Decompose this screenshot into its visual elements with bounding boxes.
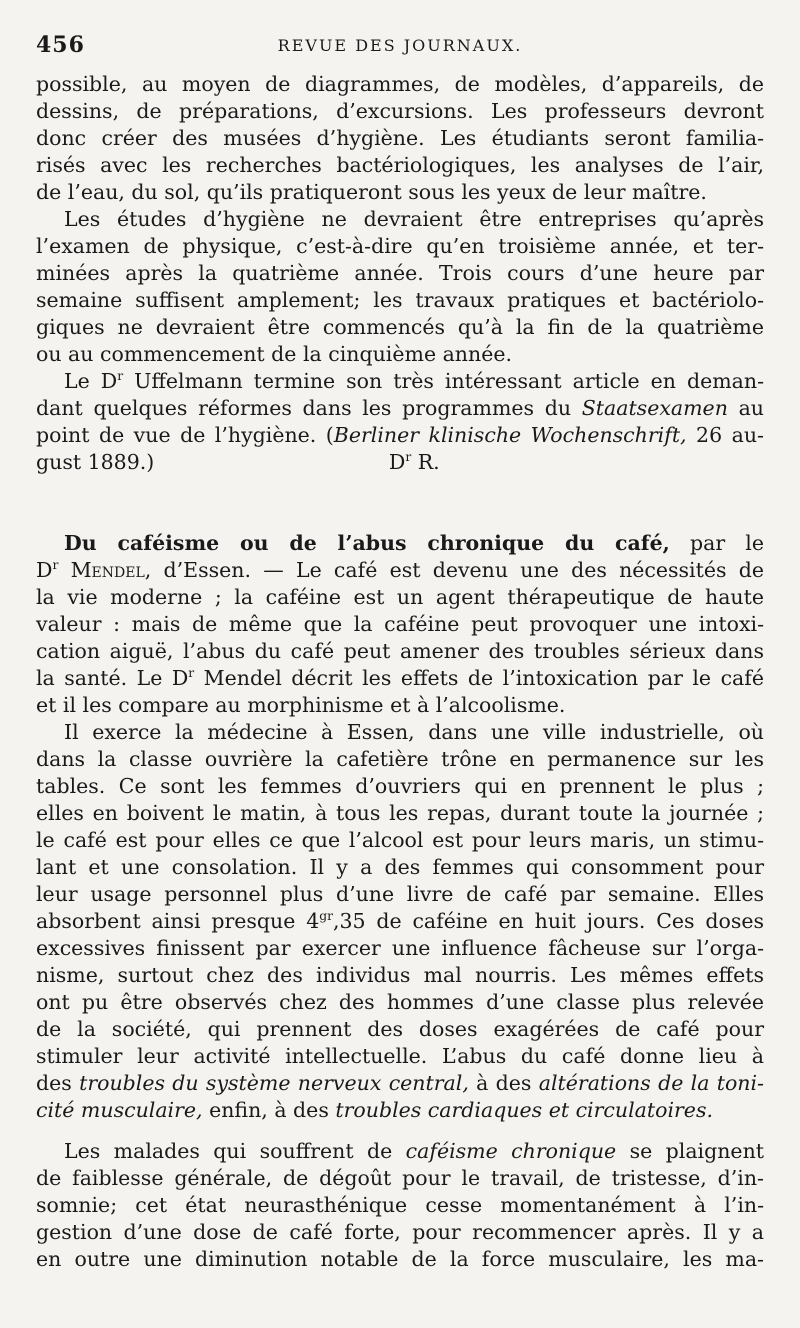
text-line: [36, 695, 764, 716]
text-line: [36, 263, 764, 284]
text-line: [36, 668, 764, 689]
text-line: [36, 1195, 764, 1216]
text-line: [36, 560, 764, 581]
text-segment: Du caféisme ou de l’abus chronique du café,: [64, 531, 670, 555]
text-segment: enfin, à des: [202, 1098, 336, 1122]
text-line: [36, 182, 764, 203]
text-line: [36, 776, 764, 797]
text-segment: cation aiguë, l’abus du café peut amener des troubles sérieux dans: [36, 639, 764, 663]
page-header: [36, 30, 764, 62]
text-line: [36, 398, 764, 419]
text-segment: dans la classe ouvrière la cafetière trône en permanence sur les: [36, 747, 764, 771]
text-line: [36, 155, 764, 176]
text-line: [36, 641, 764, 662]
text-segment: caféisme chronique: [405, 1139, 617, 1163]
text-segment: tables. Ce sont les femmes d’ouvriers qui en prennent le plus ;: [36, 774, 764, 798]
text-line: [36, 1046, 764, 1067]
text-segment: cité musculaire,: [36, 1098, 203, 1122]
text-line: [36, 803, 764, 824]
text-segment: l’examen de physique, c’est-à-dire qu’en troisième année, et ter-: [36, 234, 764, 258]
text-line: [36, 1100, 764, 1121]
text-segment: D: [36, 558, 53, 582]
text-segment: r: [52, 558, 59, 573]
text-line: [36, 74, 764, 95]
text-segment: risés avec les recherches bactériologiques, les analyses de l’air,: [36, 153, 764, 177]
text-line: [36, 884, 764, 905]
text-line: [36, 101, 764, 122]
text-line: [36, 317, 764, 338]
text-line: [64, 722, 764, 743]
text-segment: troubles cardiaques et circulatoires.: [335, 1098, 713, 1122]
text-segment: , d’Essen. — Le café est devenu une des nécessités de: [144, 558, 764, 582]
text-segment: stimuler leur activité intellectuelle. L’abus du café donne lieu à: [36, 1044, 764, 1068]
text-segment: r: [405, 450, 412, 465]
text-segment: valeur : mais de même que la caféine peut provoquer une intoxi-: [36, 612, 764, 636]
text-segment: Les études d’hygiène ne devraient être entreprises qu’après: [64, 207, 764, 231]
text-segment: par le: [669, 531, 764, 555]
text-segment: se plaignent: [616, 1139, 765, 1163]
text-line: [64, 209, 764, 230]
text-segment: Mendel: [70, 558, 145, 582]
text-line: [64, 371, 764, 392]
text-segment: de l’eau, du sol, qu’ils pratiqueront sous les yeux de leur maître.: [36, 180, 707, 204]
text-segment: donc créer des musées d’hygiène. Les étudiants seront familia-: [36, 126, 764, 150]
text-line: [36, 587, 764, 608]
text-line: [36, 128, 764, 149]
text-segment: r: [117, 369, 124, 384]
text-line: [36, 1168, 764, 1189]
text-line: [36, 992, 764, 1013]
text-segment: absorbent ainsi presque 4: [36, 909, 320, 933]
text-segment: somnie; cet état neurasthénique cesse momentanément à l’in-: [36, 1193, 764, 1217]
text-segment: [58, 558, 70, 582]
text-segment: ,35 de caféine en huit jours. Ces doses: [332, 909, 764, 933]
text-segment: ou au commencement de la cinquième année.: [36, 342, 512, 366]
page-number: 456: [36, 32, 85, 58]
text-line: [36, 452, 764, 473]
text-segment: dant quelques réformes dans les programmes du: [36, 396, 582, 420]
text-segment: de la société, qui prennent des doses exagérées de café pour: [36, 1017, 764, 1041]
text-line: [36, 236, 764, 257]
text-segment: en outre une diminution notable de la force musculaire, les ma-: [36, 1247, 764, 1271]
text-segment: Les malades qui souffrent de: [64, 1139, 406, 1163]
text-segment: possible, au moyen de diagrammes, de modèles, d’appareils, de: [36, 72, 764, 96]
text-line: [36, 1249, 764, 1270]
text-segment: elles en boivent le matin, à tous les repas, durant toute la journée ;: [36, 801, 764, 825]
text-segment: troubles du système nerveux central,: [79, 1071, 469, 1095]
text-segment: Berliner klinische Wochenschrift,: [333, 423, 687, 447]
text-segment: le café est pour elles ce que l’alcool est pour leurs maris, un stimu-: [36, 828, 764, 852]
text-segment: ont pu être observés chez des hommes d’une classe plus relevée: [36, 990, 764, 1014]
text-segment: giques ne devraient être commencés qu’à la fin de la quatrième: [36, 315, 764, 339]
text-segment: minées après la quatrième année. Trois cours d’une heure par: [36, 261, 764, 285]
text-line: [36, 965, 764, 986]
text-segment: dessins, de préparations, d’excursions. Les professeurs devront: [36, 99, 764, 123]
text-segment: Le D: [64, 369, 118, 393]
text-line: [36, 425, 764, 446]
text-segment: gust 1889.) D: [36, 450, 406, 474]
text-segment: 26 au-: [686, 423, 764, 447]
text-segment: au: [727, 396, 764, 420]
text-segment: semaine suffisent amplement; les travaux pratiques et bactériolo-: [36, 288, 764, 312]
text-line: [36, 1019, 764, 1040]
text-segment: Il exerce la médecine à Essen, dans une ville industrielle, où: [64, 720, 764, 744]
text-segment: excessives finissent par exercer une influence fâcheuse sur l’orga-: [36, 936, 764, 960]
text-segment: gr: [319, 909, 333, 924]
running-title: REVUE DES JOURNAUX.: [277, 36, 523, 55]
article-heading-line: [64, 533, 764, 554]
text-segment: lant et une consolation. Il y a des femmes qui consomment pour: [36, 855, 764, 879]
text-segment: Staatsexamen: [581, 396, 728, 420]
text-segment: Mendel décrit les effets de l’intoxication par le café: [194, 666, 764, 690]
text-line: [64, 1141, 764, 1162]
text-segment: leur usage personnel plus d’une livre de café par semaine. Elles: [36, 882, 764, 906]
text-segment: gestion d’une dose de café forte, pour recommencer après. Il y a: [36, 1220, 764, 1244]
text-line: [36, 1073, 764, 1094]
text-line: [36, 614, 764, 635]
text-segment: r: [188, 666, 195, 681]
text-segment: R.: [411, 450, 440, 474]
text-segment: Uffelmann termine son très intéressant article en deman-: [123, 369, 764, 393]
text-segment: nisme, surtout chez des individus mal nourris. Les mêmes effets: [36, 963, 764, 987]
text-segment: à des: [468, 1071, 539, 1095]
text-line: [36, 344, 764, 365]
text-line: [36, 830, 764, 851]
text-segment: des: [36, 1071, 80, 1095]
text-segment: de faiblesse générale, de dégoût pour le travail, de tristesse, d’in-: [36, 1166, 764, 1190]
text-line: [36, 938, 764, 959]
text-line: [36, 857, 764, 878]
text-line: [36, 749, 764, 770]
text-line: [36, 1222, 764, 1243]
text-line: [36, 911, 764, 932]
text-segment: la santé. Le D: [36, 666, 189, 690]
text-line: [36, 290, 764, 311]
text-segment: et il les compare au morphinisme et à l’alcoolisme.: [36, 693, 566, 717]
text-segment: point de vue de l’hygiène. (: [36, 423, 334, 447]
text-segment: altérations de la toni-: [538, 1071, 764, 1095]
text-segment: la vie moderne ; la caféine est un agent thérapeutique de haute: [36, 585, 764, 609]
